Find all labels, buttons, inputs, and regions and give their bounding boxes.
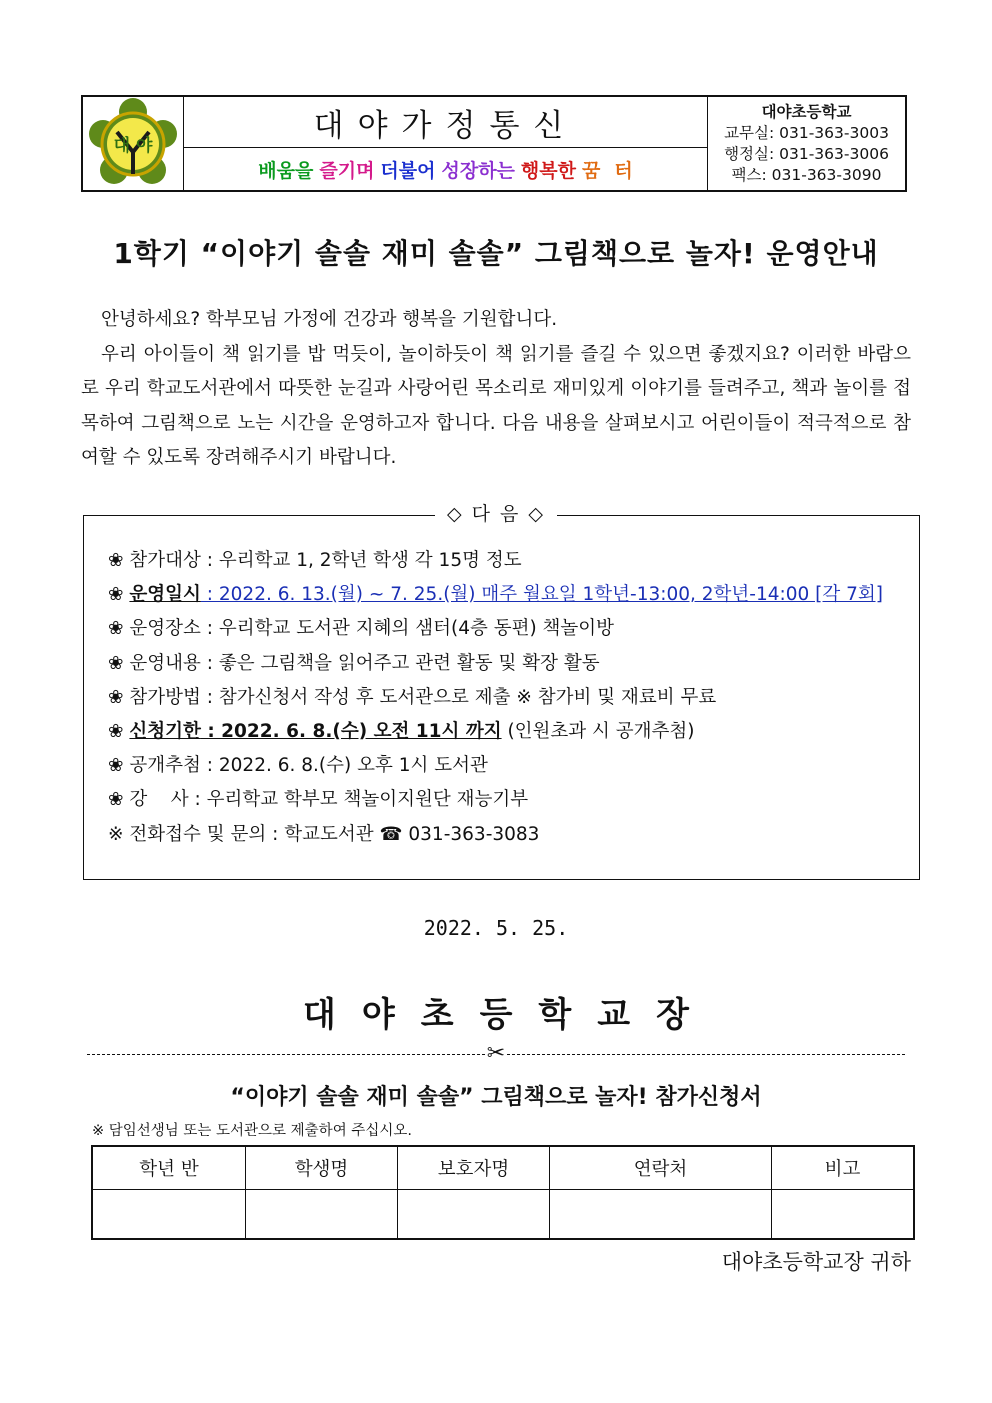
application-form-title: “이야기 솔솔 재미 솔솔” 그림책으로 놀자! 참가신청서 xyxy=(230,1085,762,1110)
submission-note: ※ 담임선생님 또는 도서관으로 제출하여 주십시오. xyxy=(92,1123,412,1139)
notice-items xyxy=(108,544,883,852)
notice-item: ❀ 참가방법 : 참가신청서 작성 후 도서관으로 제출 ※ 참가비 및 재료비 무료 xyxy=(108,686,717,708)
cut-line xyxy=(87,1041,905,1066)
table-header-row xyxy=(92,1146,914,1190)
logo-text: 대 야 xyxy=(113,135,153,156)
notice-item: ❀ 참가대상 : 우리학교 1, 2학년 학생 각 15명 정도 xyxy=(108,550,522,571)
column-header: 학년 반 xyxy=(92,1146,246,1190)
slogan-word: 행복한 xyxy=(520,159,576,182)
column-header: 보호자명 xyxy=(398,1146,550,1190)
phone-cell[interactable] xyxy=(550,1190,772,1240)
grade-class-cell[interactable] xyxy=(92,1190,246,1240)
contact-line: 교무실: 031-363-3003 xyxy=(724,123,889,142)
notice-legend: ◇ 다 음 ◇ xyxy=(435,503,557,525)
slogan-word: 터 xyxy=(614,159,633,182)
recipient-signature: 대야초등학교장 귀하 xyxy=(721,1250,911,1274)
guardian-name-cell[interactable] xyxy=(398,1190,550,1240)
column-header: 연락처 xyxy=(550,1146,772,1190)
greeting-line: 안녕하세요? 학부모님 가정에 건강과 행복을 기원합니다. xyxy=(101,309,558,330)
notice-item: ❀ 운영장소 : 우리학교 도서관 지혜의 샘터(4층 동편) 책놀이방 xyxy=(108,618,615,640)
notice-item: ❀ 운영내용 : 좋은 그림책을 읽어주고 관련 활동 및 확장 활동 xyxy=(108,652,600,674)
notice-item: ❀ 강 사 : 우리학교 학부모 책놀이지원단 재능기부 xyxy=(108,789,529,811)
student-name-cell[interactable] xyxy=(246,1190,398,1240)
page-title: 1학기 “이야기 솔솔 재미 솔솔” 그림책으로 놀자! 운영안내 xyxy=(113,237,879,270)
scissors-icon: ✂ xyxy=(486,1041,506,1066)
header-center xyxy=(184,97,708,190)
column-header: 비고 xyxy=(772,1146,915,1190)
slogan-word: 배움을 xyxy=(258,159,314,182)
intro-body: 우리 아이들이 책 읽기를 밥 먹듯이, 놀이하듯이 책 읽기를 즐길 수 있으면 좋겠지요? 이러한 바람으로 우리 학교도서관에서 따뜻한 눈길과 사랑어린 목소리로 재미있게 이야기를 들려주고, 책과 놀이를 접목하여 그림책으로 노는 시간을 운영하고자 합니다. 다음 내용을 살펴보시고 어린이들이 적극적으로 참여할 수 있도록 장려해주시기 바랍니다. xyxy=(81,343,911,468)
slogan-word: 더불어 xyxy=(380,159,436,182)
school-slogan xyxy=(184,148,707,190)
issue-date: 2022. 5. 25. xyxy=(423,916,569,940)
school-contact-info xyxy=(708,97,905,190)
application-table xyxy=(91,1145,915,1240)
slogan-word: 성장하는 xyxy=(441,159,515,182)
column-header: 학생명 xyxy=(246,1146,398,1190)
school-logo-cell xyxy=(83,97,184,190)
inquiry-line: ※ 전화접수 및 문의 : 학교도서관 ☎ 031-363-3083 xyxy=(108,823,540,845)
notice-item: ❀ 신청기한 : 2022. 6. 8.(수) 오전 11시 까지 (인원초과 시 공개추첨) xyxy=(108,721,695,743)
newsletter-title: 대야가정통신 xyxy=(184,97,707,148)
principal-title: 대야초등학교장 xyxy=(303,995,715,1035)
newsletter-header xyxy=(81,95,907,192)
intro-paragraph xyxy=(81,303,911,476)
table-row xyxy=(92,1190,914,1240)
school-name: 대야초등학교 xyxy=(761,102,852,121)
remarks-cell[interactable] xyxy=(772,1190,915,1240)
slogan-word: 꿈 xyxy=(581,159,601,182)
school-logo-icon xyxy=(87,98,179,190)
contact-line: 행정실: 031-363-3006 xyxy=(724,144,889,163)
contact-line: 팩스: 031-363-3090 xyxy=(731,165,882,184)
notice-item: ❀ 운영일시 : 2022. 6. 13.(월) ~ 7. 25.(월) 매주 월요일 1학년-13:00, 2학년-14:00 [각 7회] xyxy=(108,584,883,606)
slogan-word: 즐기며 xyxy=(319,159,375,182)
notice-item: ❀ 공개추첨 : 2022. 6. 8.(수) 오후 1시 도서관 xyxy=(108,755,488,777)
